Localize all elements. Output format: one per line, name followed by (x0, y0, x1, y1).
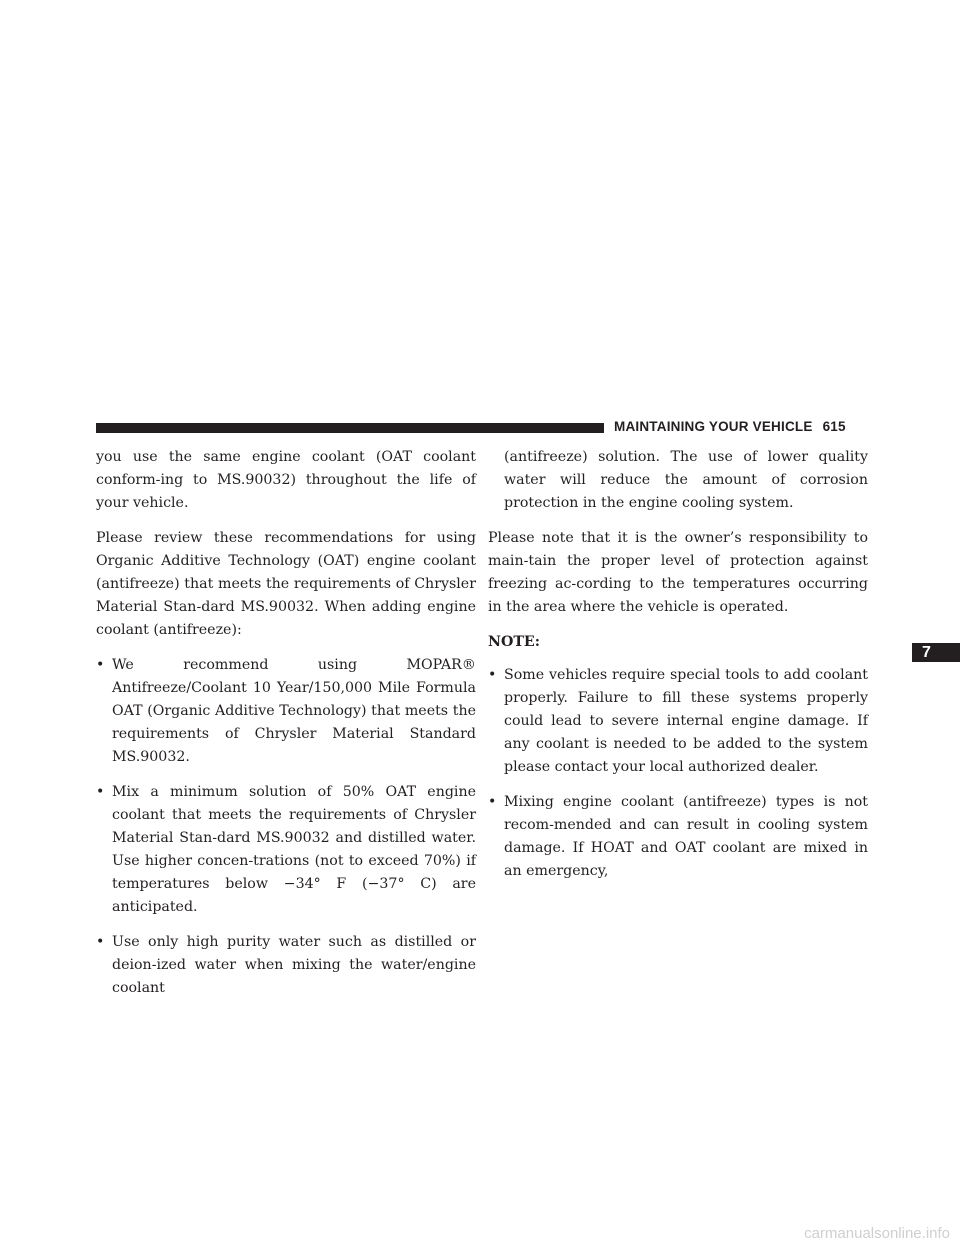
list-item: • We recommend using MOPAR® Antifreeze/Coolant 10 Year/150,000 Mile Formula OAT (Organic Additive Technology) that meets the requirements of Chrysler Material Standard MS.90032. (96, 654, 476, 769)
header-rule (96, 423, 604, 433)
note-label: NOTE: (488, 634, 540, 650)
bullet-icon: • (488, 667, 497, 683)
watermark: carmanualsonline.info (804, 1225, 950, 1242)
bullet-icon: • (96, 934, 105, 950)
right-column (488, 446, 868, 895)
bullet-list (96, 654, 476, 1000)
list-item: • Some vehicles require special tools to add coolant properly. Failure to fill these systems properly could lead to severe internal engine damage. If any coolant is needed to be added to the system please contact your local authorized dealer. (488, 664, 868, 779)
paragraph: Please review these recommendations for using Organic Additive Technology (OAT) engine coolant (antifreeze) that meets the requirements of Chrysler Material Stan-dard MS.90032. When adding engine coolant (antifreeze): (96, 530, 476, 638)
chapter-tab: 7 (912, 643, 960, 662)
list-item: • Use only high purity water such as distilled or deion-ized water when mixing the water/engine coolant (96, 931, 476, 1000)
paragraph: Please note that it is the owner’s responsibility to main-tain the proper level of protection against freezing ac-cording to the temperatures occurring in the area where the vehicle is operated. (488, 530, 868, 615)
bullet-icon: • (96, 657, 105, 673)
page-number: 615 (822, 419, 846, 434)
running-header (614, 416, 846, 438)
left-column (96, 446, 476, 1012)
list-item: • Mixing engine coolant (antifreeze) types is not recom-mended and can result in cooling system damage. If HOAT and OAT coolant are mixed in an emergency, (488, 791, 868, 883)
paragraph: you use the same engine coolant (OAT coolant conform-ing to MS.90032) throughout the life of your vehicle. (96, 449, 476, 511)
section-title: MAINTAINING YOUR VEHICLE (614, 419, 813, 434)
bullet-list (488, 664, 868, 883)
list-item: • Mix a minimum solution of 50% OAT engine coolant that meets the requirements of Chrysler Material Stan-dard MS.90032 and distilled water. Use higher concen-trations (not to exceed 70%) if temperatures below −34° F (−37° C) are anticipated. (96, 781, 476, 919)
bullet-icon: • (488, 794, 497, 810)
bullet-continuation: (antifreeze) solution. The use of lower quality water will reduce the amount of corrosion protection in the engine cooling system. (504, 449, 868, 511)
bullet-icon: • (96, 784, 105, 800)
